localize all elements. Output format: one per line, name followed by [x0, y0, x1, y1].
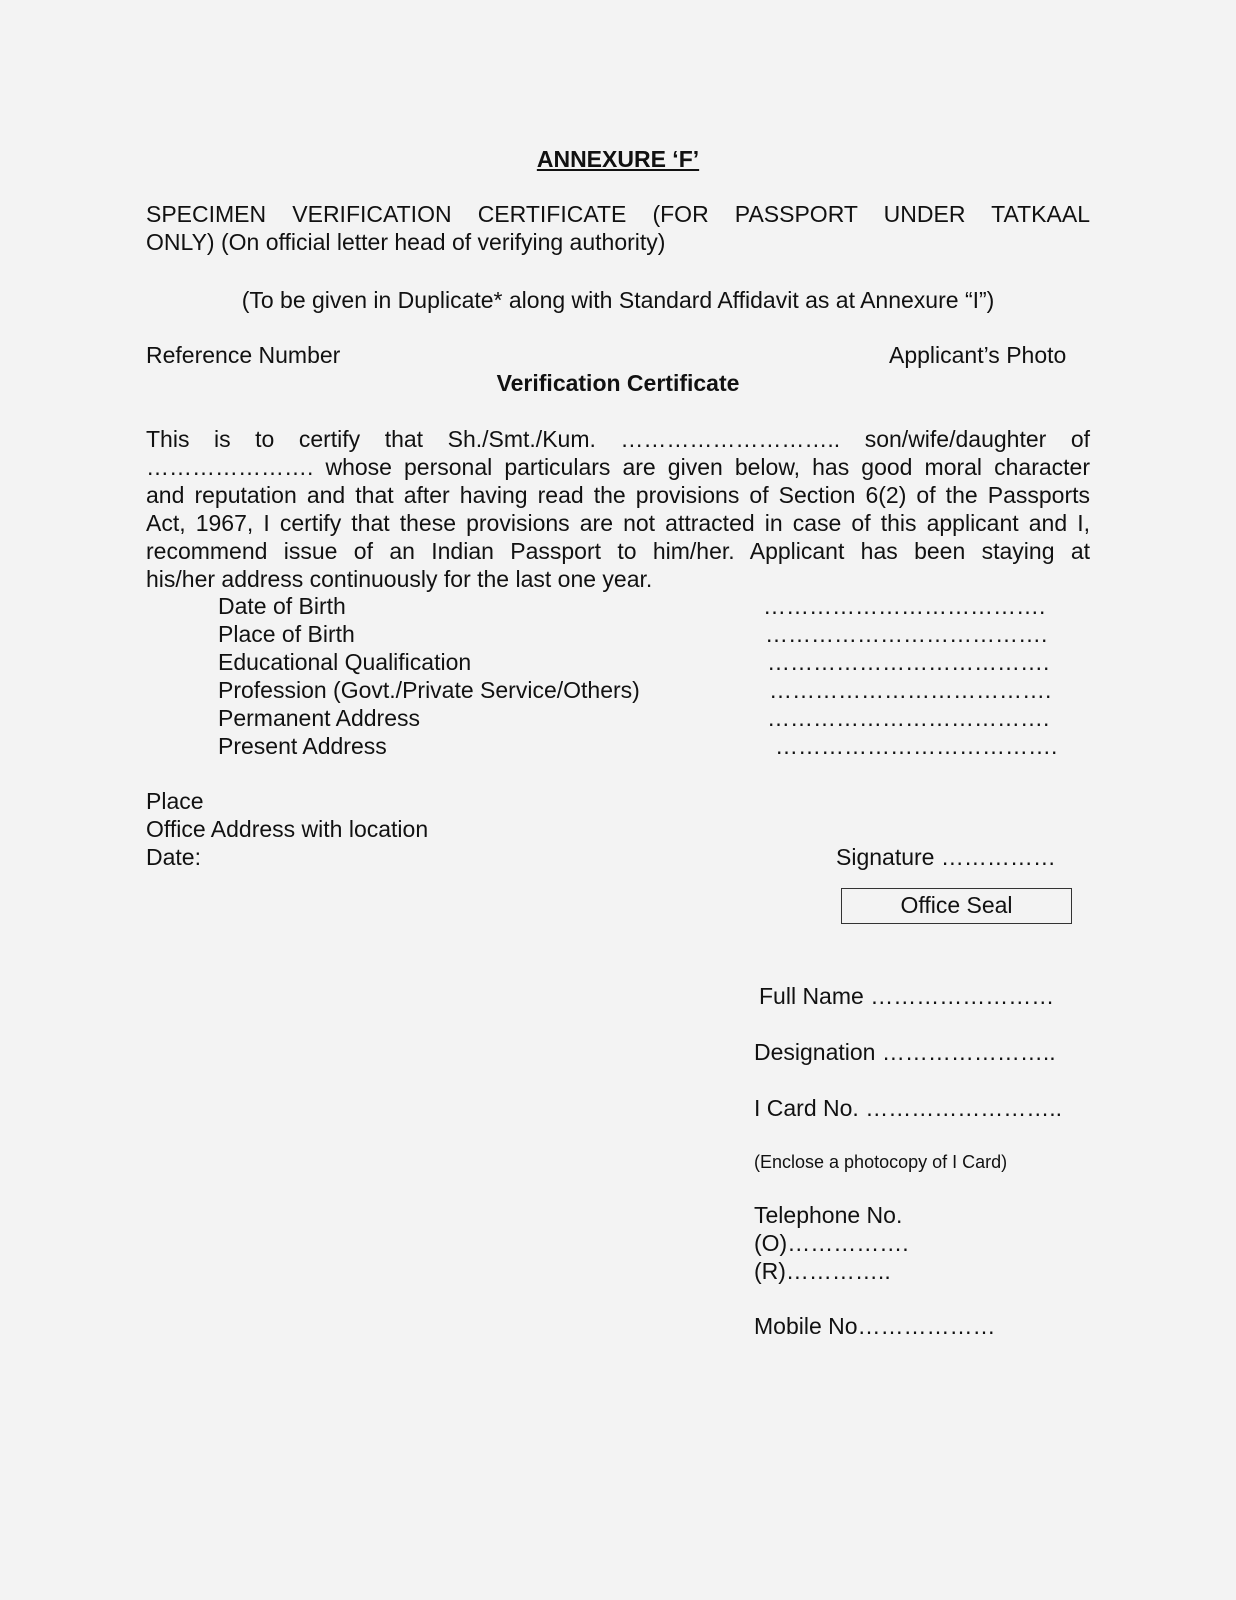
place-label: Place — [146, 788, 204, 814]
office-seal-label: Office Seal — [900, 892, 1013, 918]
full-name-field: Full Name …………………… — [759, 983, 1055, 1009]
body-line: Act, 1967, I certify that these provisions are not attracted in case of this applicant and I, — [146, 510, 1090, 536]
particular-label-education: Educational Qualification — [218, 649, 472, 675]
telephone-residence-field: (R)………….. — [754, 1258, 891, 1284]
office-seal-box — [841, 888, 1072, 924]
particular-label-date-of-birth: Date of Birth — [218, 593, 346, 619]
particular-label-present-address: Present Address — [218, 733, 387, 759]
particular-value-profession: ………………………………. — [769, 677, 1052, 703]
particular-value-permanent-address: ………………………………. — [767, 705, 1050, 731]
date-label: Date: — [146, 844, 201, 870]
particular-value-date-of-birth: ………………………………. — [763, 593, 1046, 619]
annexure-title: ANNEXURE ‘F’ — [536, 146, 700, 172]
applicant-photo-label: Applicant’s Photo — [889, 342, 1067, 368]
body-line: and reputation and that after having read the provisions of Section 6(2) of the Passports — [146, 482, 1090, 508]
particular-value-education: ………………………………. — [767, 649, 1050, 675]
icard-field: I Card No. …………………….. — [754, 1095, 1062, 1121]
designation-field: Designation ………………….. — [754, 1039, 1056, 1065]
icard-note: (Enclose a photocopy of I Card) — [754, 1152, 1008, 1172]
body-line: recommend issue of an Indian Passport to him/her. Applicant has been staying at — [146, 538, 1090, 564]
particular-label-profession: Profession (Govt./Private Service/Others) — [218, 677, 640, 703]
body-line: This is to certify that Sh./Smt./Kum. ……………………….. son/wife/daughter of — [146, 426, 1090, 452]
duplicate-note: (To be given in Duplicate* along with Standard Affidavit as at Annexure “I”) — [241, 287, 995, 313]
body-line: …………………. whose personal particulars are given below, has good moral character — [146, 454, 1090, 480]
particular-value-place-of-birth: ………………………………. — [765, 621, 1048, 647]
mobile-field: Mobile No……………… — [754, 1313, 996, 1339]
verification-certificate-title: Verification Certificate — [496, 370, 740, 396]
particular-value-present-address: ………………………………. — [775, 733, 1058, 759]
signature-field: Signature …………… — [836, 844, 1056, 870]
reference-number-label: Reference Number — [146, 342, 341, 368]
certificate-body — [146, 425, 1090, 593]
particular-label-permanent-address: Permanent Address — [218, 705, 421, 731]
specimen-heading — [146, 200, 1090, 256]
specimen-heading-line-2: ONLY) (On official letter head of verifying authority) — [146, 229, 666, 255]
specimen-heading-line-1: SPECIMEN VERIFICATION CERTIFICATE (FOR PASSPORT UNDER TATKAAL — [146, 201, 1090, 227]
particular-label-place-of-birth: Place of Birth — [218, 621, 355, 647]
office-address-label: Office Address with location — [146, 816, 429, 842]
telephone-office-field: (O)……………. — [754, 1230, 909, 1256]
body-line-last: his/her address continuously for the last one year. — [146, 566, 653, 592]
telephone-label: Telephone No. — [754, 1202, 903, 1228]
